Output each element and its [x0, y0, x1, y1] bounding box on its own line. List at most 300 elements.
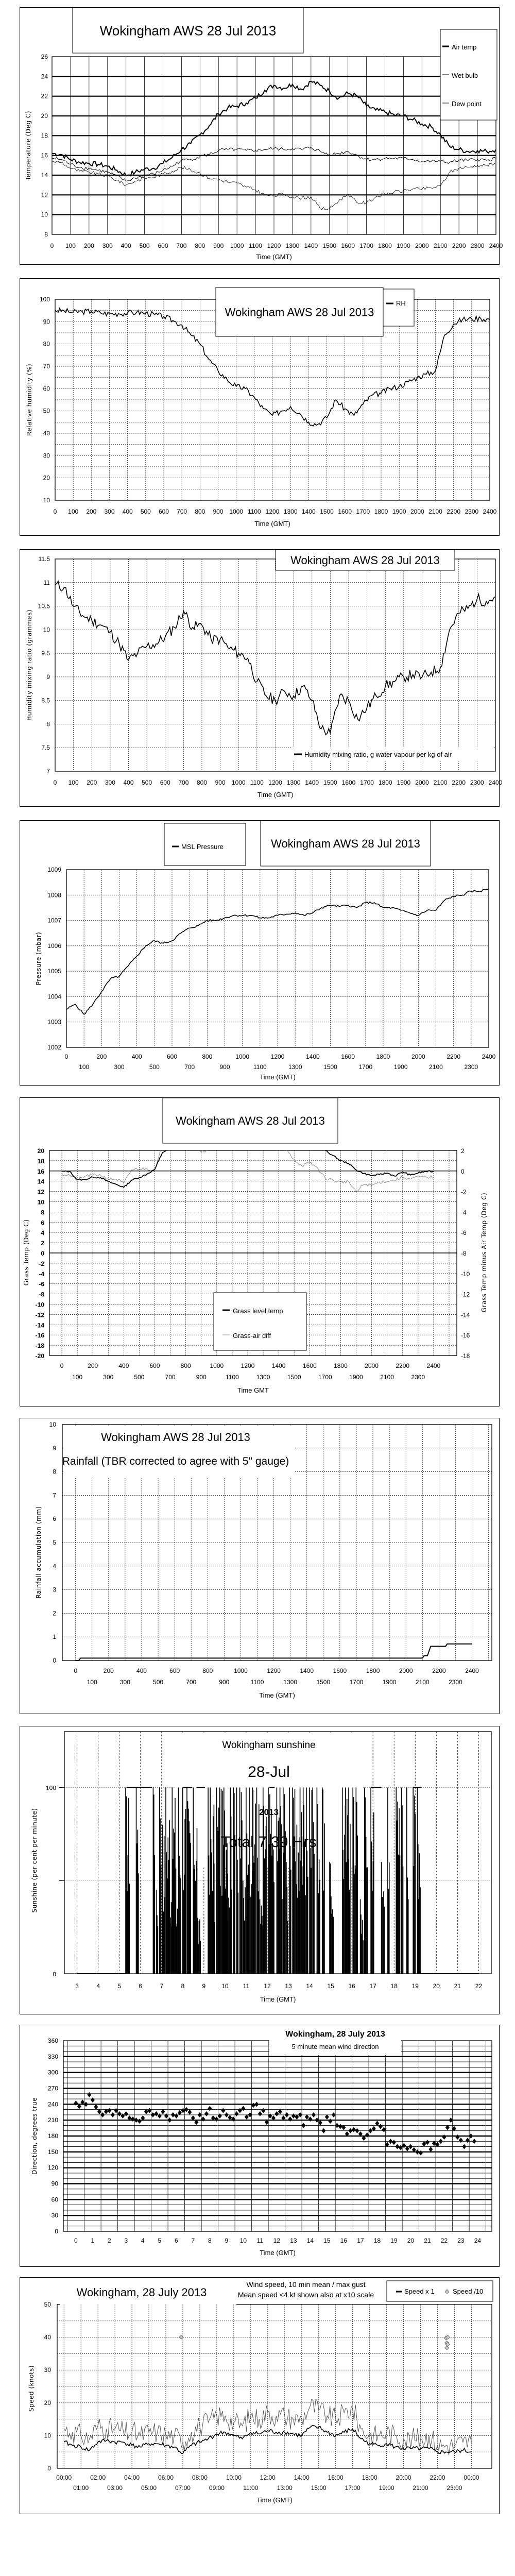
x-tick-label: 600: [169, 1667, 180, 1674]
pressure-chart-panel: [20, 820, 500, 1086]
x-tick-label: 0: [53, 779, 57, 786]
y-tick-label: 1003: [47, 1018, 61, 1026]
y2-tick-label: -4: [461, 1209, 467, 1216]
x-tick-label: 1000: [230, 242, 244, 249]
y-tick-label: 18: [41, 132, 48, 140]
x-tick-label: 2400: [489, 242, 503, 249]
wind-direction-point: [184, 2107, 188, 2112]
x-tick-label: 1: [91, 2237, 95, 2244]
legend-label: Humidity mixing ratio, g water vapour per kg of air: [304, 751, 452, 758]
x-tick-label: 500: [134, 1374, 145, 1381]
wind-direction-point: [117, 2111, 122, 2116]
chart-title: Wokingham AWS 28 Jul 2013: [176, 1114, 325, 1127]
y-tick-label: 60: [43, 385, 50, 393]
wind-direction-point: [171, 2112, 175, 2117]
wind-direction-point: [352, 2127, 356, 2132]
x-tick-label: 17: [369, 1982, 376, 1990]
y2-tick-label: 2: [461, 1147, 465, 1155]
wind-direction-point: [325, 2114, 329, 2120]
wind-direction-point: [395, 2144, 399, 2149]
y-tick-label: 30: [44, 2366, 51, 2374]
wind-direction-point: [312, 2112, 316, 2117]
y-axis-title: Relative humidity (%): [26, 363, 33, 436]
x-tick-label: 13:00: [277, 2484, 293, 2492]
y-tick-label: 50: [44, 2301, 51, 2308]
x-tick-label: 8: [181, 1982, 185, 1990]
x-tick-label: 17: [357, 2237, 364, 2244]
wind-direction-point: [399, 2145, 403, 2150]
y-tick-label: -10: [35, 1301, 44, 1309]
x-tick-label: 1800: [376, 1053, 390, 1060]
y-tick-label: 30: [51, 2212, 58, 2219]
x-tick-label: 600: [149, 1362, 160, 1369]
y-tick-label: 12: [37, 1188, 44, 1196]
y-tick-label: 1002: [47, 1044, 61, 1051]
y-tick-label: 10: [44, 2432, 51, 2439]
y-tick-label: 70: [43, 363, 50, 370]
x-tick-label: 2200: [432, 1667, 446, 1674]
y-tick-label: 8: [41, 1209, 44, 1216]
x-tick-label: 100: [68, 779, 79, 786]
x-tick-label: 9: [202, 1982, 206, 1990]
legend-box: [214, 1293, 306, 1350]
wind-direction-point: [462, 2144, 466, 2149]
x-tick-label: 1600: [341, 242, 355, 249]
y-tick-label: 11: [43, 579, 50, 586]
x-tick-label: 16:00: [328, 2474, 344, 2481]
wind-direction-point: [315, 2117, 319, 2123]
y-tick-label: 0: [41, 1250, 44, 1257]
x-tick-label: 300: [102, 242, 113, 249]
wind-direction-point: [449, 2117, 453, 2123]
x-tick-label: 1500: [316, 1679, 331, 1686]
x-tick-label: 19: [390, 2237, 398, 2244]
x-tick-label: 2300: [470, 779, 484, 786]
x-tick-label: 1600: [341, 1053, 355, 1060]
x-tick-label: 5: [117, 1982, 122, 1990]
x-tick-label: 06:00: [158, 2474, 174, 2481]
wind-direction-chart: [20, 2025, 499, 2266]
x-tick-label: 16: [340, 2237, 348, 2244]
x-tick-label: 800: [196, 779, 208, 786]
wind-direction-point: [291, 2113, 296, 2119]
x-tick-label: 1000: [229, 508, 244, 515]
x-tick-label: 8: [208, 2237, 212, 2244]
x-tick-label: 3: [124, 2237, 128, 2244]
x-axis-title: Time (GMT): [259, 1691, 295, 1699]
x-tick-label: 2100: [415, 1679, 430, 1686]
wind-direction-chart-panel: [20, 2025, 500, 2267]
x-tick-label: 21:00: [413, 2484, 428, 2492]
y2-tick-label: -10: [461, 1270, 470, 1278]
x-tick-label: 2400: [465, 1667, 479, 1674]
y-axis-title: Humidity mixing ratio (grammes): [26, 609, 33, 721]
x-tick-label: 1700: [359, 242, 373, 249]
wind-direction-point: [147, 2108, 151, 2113]
x-tick-label: 500: [153, 1679, 164, 1686]
x-tick-label: 1400: [304, 242, 318, 249]
x-tick-label: 700: [177, 508, 187, 515]
x-tick-label: 200: [88, 1362, 98, 1369]
x-tick-label: 12: [273, 2237, 281, 2244]
x-tick-label: 2000: [415, 779, 429, 786]
x-tick-label: 1500: [323, 1063, 337, 1071]
y-axis-title: Sunshine (per cent per minute): [31, 1808, 38, 1913]
x-tick-label: 1700: [356, 508, 370, 515]
x-tick-label: 1900: [349, 1374, 363, 1381]
y-tick-label: 10: [43, 497, 50, 504]
chart-year: 2013: [259, 1807, 279, 1817]
wind-direction-point: [111, 2112, 115, 2117]
x-tick-label: 700: [186, 1679, 197, 1686]
x-tick-label: 1200: [268, 779, 282, 786]
x-tick-label: 10: [221, 1982, 229, 1990]
x-tick-label: 2000: [399, 1667, 413, 1674]
wind-direction-point: [151, 2112, 155, 2117]
x-tick-label: 2200: [452, 242, 466, 249]
wind-direction-point: [328, 2119, 332, 2124]
wind-direction-point: [408, 2144, 413, 2149]
x-tick-label: 20:00: [396, 2474, 411, 2481]
wind-direction-point: [268, 2113, 272, 2119]
x-tick-label: 500: [149, 1063, 160, 1071]
x-tick-label: 1200: [241, 1362, 255, 1369]
y-tick-label: 100: [39, 296, 50, 303]
x-tick-label: 0: [64, 1053, 68, 1060]
chart-title: Wokingham, 28 July 2013: [285, 2030, 385, 2039]
y-tick-label: 360: [47, 2037, 58, 2044]
x-tick-label: 15: [327, 1982, 334, 1990]
speed-div10-point: [445, 2346, 449, 2350]
x-tick-label: 1100: [225, 1374, 239, 1381]
y-tick-label: 16: [41, 151, 48, 159]
y-tick-label: 20: [43, 474, 50, 482]
y-tick-label: 8: [53, 1468, 56, 1476]
x-tick-label: 20: [407, 2237, 415, 2244]
y2-tick-label: -8: [461, 1250, 467, 1257]
y-tick-label: 90: [43, 318, 50, 326]
y-tick-label: 1007: [47, 917, 61, 924]
wind-direction-point: [301, 2123, 305, 2128]
x-tick-label: 1100: [253, 1063, 267, 1071]
legend-label: Air temp: [452, 43, 477, 51]
wind-direction-point: [415, 2149, 419, 2155]
x-tick-label: 1400: [301, 508, 316, 515]
x-tick-label: 300: [104, 508, 115, 515]
x-tick-label: 24: [474, 2237, 482, 2244]
wind-direction-point: [187, 2110, 192, 2115]
wind-direction-point: [214, 2116, 218, 2122]
wind-direction-point: [161, 2109, 165, 2114]
x-tick-label: 1800: [334, 1362, 348, 1369]
legend-label: Speed /10: [453, 2287, 484, 2295]
x-tick-label: 1600: [338, 508, 352, 515]
x-tick-label: 2300: [449, 1679, 462, 1686]
x-tick-label: 100: [79, 1063, 90, 1071]
x-tick-label: 800: [195, 508, 205, 515]
wind-direction-point: [218, 2113, 222, 2119]
x-tick-label: 900: [196, 1374, 207, 1381]
y-axis-title: Direction, degrees true: [31, 2097, 38, 2175]
wind-direction-point: [124, 2111, 128, 2116]
wind-direction-point: [138, 2119, 142, 2124]
wind-direction-point: [248, 2112, 252, 2117]
x-tick-label: 0: [74, 1667, 78, 1674]
x-tick-label: 1800: [378, 242, 392, 249]
x-tick-label: 22:00: [430, 2474, 445, 2481]
wind-direction-point: [288, 2116, 292, 2122]
y-tick-label: -18: [35, 1342, 44, 1350]
x-tick-label: 1000: [231, 779, 246, 786]
x-tick-label: 1600: [333, 1667, 347, 1674]
wind-direction-point: [278, 2109, 282, 2114]
x-tick-label: 0: [53, 508, 57, 515]
mixing-ratio-chart: [20, 550, 503, 806]
sunshine-chart: [20, 1726, 499, 2013]
wind-direction-point: [234, 2111, 238, 2116]
wind-direction-point: [355, 2128, 359, 2133]
wind-direction-point: [392, 2140, 396, 2145]
wind-direction-point: [107, 2108, 111, 2113]
y2-tick-label: -16: [461, 1332, 470, 1340]
y-tick-label: 80: [43, 340, 50, 348]
y2-tick-label: -14: [461, 1311, 470, 1319]
x-tick-label: 900: [213, 242, 224, 249]
x-tick-label: 2: [108, 2237, 111, 2244]
x-tick-label: 19:00: [379, 2484, 394, 2492]
y-tick-label: 270: [47, 2084, 58, 2092]
chart-title: Wokingham sunshine: [222, 1740, 316, 1751]
wind-direction-point: [84, 2102, 88, 2107]
x-axis-title: Time (GMT): [257, 791, 294, 799]
x-tick-label: 2000: [411, 1053, 425, 1060]
wind-direction-point: [94, 2104, 98, 2109]
y-tick-label: 240: [47, 2100, 58, 2108]
y-tick-label: 1: [53, 1633, 56, 1641]
y-tick-label: 40: [43, 430, 50, 437]
x-axis-title: Time (GMT): [260, 1073, 296, 1081]
y-tick-label: 24: [41, 73, 48, 80]
x-tick-label: 1100: [250, 1679, 264, 1686]
x-tick-label: 14: [306, 1982, 313, 1990]
x-tick-label: 20: [433, 1982, 440, 1990]
y-tick-label: 0: [55, 2228, 58, 2235]
y-tick-label: -16: [35, 1332, 44, 1340]
y-tick-label: 30: [43, 452, 50, 460]
y2-axis-title: Grass Temp minus Air Temp (Deg C): [480, 1192, 488, 1313]
y-tick-label: 18: [37, 1157, 44, 1165]
y-tick-label: 120: [47, 2164, 58, 2172]
wind-direction-point: [174, 2113, 178, 2119]
x-tick-label: 22: [440, 2237, 448, 2244]
x-tick-label: 1900: [382, 1679, 397, 1686]
x-tick-label: 1400: [305, 1053, 320, 1060]
x-tick-label: 800: [202, 1667, 213, 1674]
y-tick-label: 6: [53, 1515, 56, 1523]
x-tick-label: 1400: [305, 779, 319, 786]
x-tick-label: 300: [114, 1063, 125, 1071]
legend-label: RH: [396, 299, 406, 307]
x-tick-label: 700: [176, 242, 187, 249]
wind-direction-point: [452, 2126, 456, 2131]
x-tick-label: 1900: [397, 779, 411, 786]
wind-direction-point: [121, 2113, 125, 2119]
wind-direction-point: [238, 2108, 242, 2113]
x-tick-label: 2200: [396, 1362, 410, 1369]
rainfall-chart-panel: [20, 1418, 500, 1714]
wind-direction-point: [459, 2138, 463, 2143]
y2-tick-label: 0: [461, 1167, 465, 1175]
x-tick-label: 1500: [287, 1374, 301, 1381]
x-tick-label: 15: [323, 2237, 331, 2244]
y2-tick-label: -2: [461, 1188, 467, 1196]
x-tick-label: 04:00: [124, 2474, 140, 2481]
x-tick-label: 2100: [433, 779, 448, 786]
y-axis-title: Speed (knots): [28, 2365, 35, 2412]
y-tick-label: 10.5: [38, 602, 50, 610]
x-tick-label: 2000: [410, 508, 424, 515]
y-tick-label: 1004: [47, 993, 61, 1001]
wind-direction-point: [338, 2124, 342, 2129]
x-tick-label: 7: [191, 2237, 195, 2244]
wind-direction-point: [466, 2138, 470, 2143]
x-tick-label: 200: [83, 242, 94, 249]
x-tick-label: 900: [219, 1063, 230, 1071]
x-tick-label: 1400: [300, 1667, 314, 1674]
y-tick-label: 2: [53, 1609, 56, 1617]
wind-direction-point: [261, 2108, 265, 2113]
chart-title: Wokingham AWS 28 Jul 2013: [290, 553, 440, 567]
y-tick-label: -2: [39, 1260, 44, 1267]
x-tick-label: 700: [165, 1374, 176, 1381]
x-tick-label: 1600: [302, 1362, 317, 1369]
x-tick-label: 2100: [428, 508, 442, 515]
x-tick-label: 300: [105, 779, 115, 786]
wind-direction-point: [221, 2108, 225, 2113]
wind-direction-point: [201, 2116, 205, 2122]
wind-direction-point: [228, 2115, 232, 2120]
wind-direction-point: [208, 2106, 212, 2111]
wind-direction-point: [382, 2127, 386, 2132]
y-tick-label: 8: [44, 231, 48, 238]
y-tick-label: -14: [35, 1321, 44, 1329]
wind-direction-point: [365, 2132, 369, 2138]
x-tick-label: 400: [121, 242, 131, 249]
x-tick-label: 1700: [358, 1063, 373, 1071]
wind-direction-point: [442, 2134, 446, 2140]
x-tick-label: 1100: [250, 779, 264, 786]
chart-title: Wokingham AWS 28 Jul 2013: [271, 837, 420, 850]
wind-direction-point: [435, 2142, 439, 2147]
x-tick-label: 1500: [322, 242, 337, 249]
x-tick-label: 4: [141, 2237, 145, 2244]
wind-direction-point: [348, 2128, 352, 2133]
y-tick-label: 1009: [47, 866, 61, 873]
x-tick-label: 1300: [256, 1374, 270, 1381]
wind-direction-point: [178, 2110, 182, 2115]
y-tick-label: 7: [53, 1492, 56, 1499]
x-axis-title: Time (GMT): [256, 253, 292, 261]
wind-direction-point: [341, 2125, 346, 2130]
y-tick-label: 5: [53, 1539, 56, 1546]
y-tick-label: 9: [46, 673, 50, 681]
speed-div10-point: [179, 2335, 183, 2340]
x-tick-label: 900: [215, 779, 226, 786]
rainfall-chart: [20, 1418, 499, 1713]
y-tick-label: 3: [53, 1586, 56, 1594]
x-tick-label: 1900: [397, 242, 410, 249]
wind-direction-point: [204, 2111, 209, 2116]
wind-direction-point: [308, 2116, 312, 2122]
x-tick-label: 0: [74, 2237, 78, 2244]
wind-direction-point: [198, 2112, 202, 2117]
x-axis-title: Time (GMT): [256, 2496, 293, 2504]
y-tick-label: 14: [37, 1178, 44, 1185]
y-tick-label: 60: [51, 2196, 58, 2204]
wind-direction-point: [181, 2108, 185, 2113]
chart-title: Wokingham, 28 July 2013: [76, 2286, 207, 2299]
wind-direction-point: [254, 2102, 259, 2107]
x-tick-label: 07:00: [175, 2484, 191, 2492]
wind-direction-point: [385, 2142, 389, 2147]
wind-direction-point: [335, 2123, 339, 2128]
legend-label: Grass level temp: [233, 1307, 283, 1315]
wind-direction-point: [274, 2111, 279, 2116]
x-tick-label: 100: [68, 508, 79, 515]
y-tick-label: 10: [49, 1421, 56, 1428]
x-tick-label: 6: [139, 1982, 143, 1990]
x-tick-label: 21: [424, 2237, 431, 2244]
y2-tick-label: -6: [461, 1229, 467, 1237]
x-tick-label: 1700: [349, 1679, 364, 1686]
temperature-chart-panel: [20, 7, 503, 265]
y-axis-title: Grass Temp (Deg C): [23, 1219, 30, 1286]
x-tick-label: 09:00: [209, 2484, 225, 2492]
x-tick-label: 1400: [271, 1362, 286, 1369]
y-tick-label: -6: [39, 1280, 44, 1288]
x-tick-label: 9: [225, 2237, 229, 2244]
x-tick-label: 23: [457, 2237, 465, 2244]
x-tick-label: 100: [87, 1679, 97, 1686]
x-tick-label: 2400: [488, 779, 503, 786]
y-tick-label: 9.5: [41, 650, 50, 657]
x-tick-label: 19: [411, 1982, 419, 1990]
y-tick-label: 0: [53, 1971, 56, 1978]
wind-direction-point: [445, 2125, 450, 2130]
x-tick-label: 13: [290, 2237, 297, 2244]
legend-label: Speed x 1: [404, 2287, 435, 2295]
wind-direction-point: [455, 2134, 459, 2140]
y-tick-label: 12: [41, 191, 48, 199]
legend-box: [383, 289, 414, 326]
x-tick-label: 500: [140, 508, 151, 515]
y-tick-label: 2: [41, 1240, 44, 1247]
wind-speed-chart-panel: [20, 2277, 500, 2514]
x-tick-label: 15:00: [311, 2484, 327, 2492]
wind-direction-point: [402, 2143, 406, 2148]
x-tick-label: 600: [160, 779, 170, 786]
x-tick-label: 900: [219, 1679, 230, 1686]
x-tick-label: 18: [390, 1982, 398, 1990]
x-tick-label: 1000: [210, 1362, 224, 1369]
y-axis-title: Temperature (Deg C): [25, 110, 32, 181]
y-tick-label: 150: [47, 2148, 58, 2156]
x-tick-label: 2000: [415, 242, 429, 249]
wind-direction-point: [285, 2112, 289, 2117]
y-tick-label: 4: [41, 1229, 44, 1237]
x-tick-label: 01:00: [73, 2484, 89, 2492]
x-tick-label: 1200: [267, 1667, 281, 1674]
